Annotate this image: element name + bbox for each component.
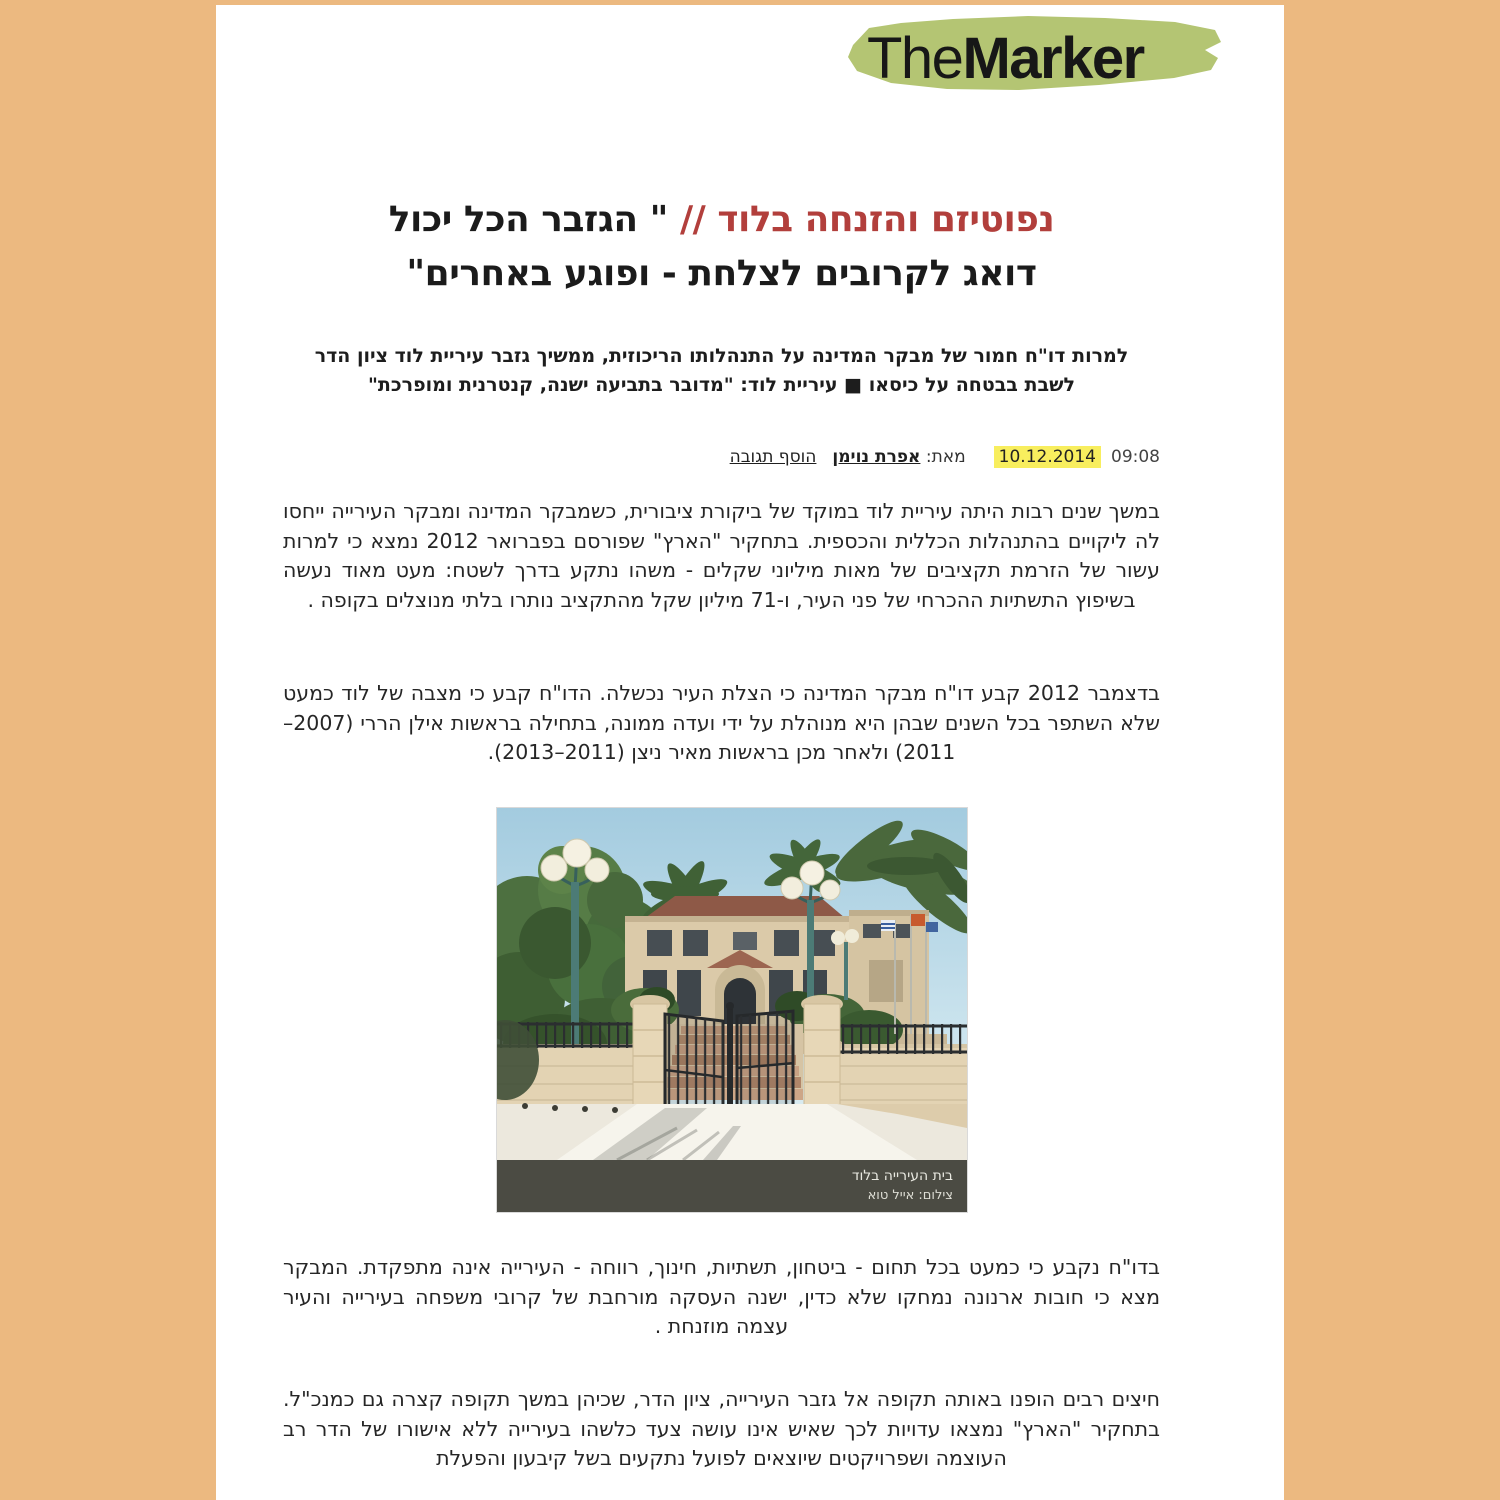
svg-text:TheMarker (867, 26, 1145, 91)
body-paragraph-4: חיצים רבים הופנו באותה תקופה אל גזבר העירייה, ציון הדר, שכיהן במשך תקופה קצרה גם כמנכ"ל. בתחקיר "הארץ" נמצאו עדויות לכך שאיש אינו עושה צעד כלשהו בעירייה ללא אישורו של הדר רב העוצמה ושפרויקטים שיוצאים לפועל נתקעים בשל קיבעון והפעלת (283, 1387, 1160, 1470)
photo-caption-title: בית העירייה בלוד (851, 1168, 953, 1184)
headline-kicker: נפוטיזם והזנחה בלוד // (679, 199, 1055, 240)
add-comment-link[interactable]: הוסף תגובה (729, 447, 817, 467)
author-block (832, 447, 965, 467)
publish-time: 09:08 (1111, 447, 1160, 467)
headline (283, 193, 1160, 301)
body-paragraph-1: במשך שנים רבות היתה עיריית לוד במוקד של ביקורת ציבורית, כשמבקר המדינה ומבקר העירייה ייחסו לה ליקויים בהתנהלות הכללית והכספית. בתחקיר "הארץ" שפורסם בפברואר 2012 נמצא כי למרות עשור של הזרמת תקציבים של מאות מיליוני שקלים - משהו נתקע בדרך לשטח: מעט מאוד נעשה בשיפוץ התשתיות ההכרחי של פני העיר, ו-71 מיליון שקל מהתקציב נותרו בלתי מנוצלים בקופה . (283, 499, 1160, 612)
by-label: מאת: (925, 447, 966, 467)
city-hall-photo-illustration (497, 808, 967, 1160)
subhead-line2: לשבת בבטחה על כיסאו ■ עיריית לוד: "מדובר בתביעה ישנה, קנטרנית ומופרכת" (368, 374, 1075, 396)
body-paragraph-3: בדו"ח נקבע כי כמעט בכל תחום - ביטחון, תשתיות, חינוך, רווחה - העירייה אינה מתפקדת. המבקר מצא כי חובות ארנונה נמחקו שלא כדין, ישנה העסקה מורחבת של קרובי משפחה בעירייה והעיר עצמה מוזנחת . (283, 1255, 1160, 1338)
author-link[interactable]: אפרת נוימן (832, 447, 921, 467)
headline-quote-start: " הגזבר הכל יכול (388, 199, 668, 240)
subheadline (283, 342, 1160, 400)
article-photo (497, 808, 967, 1212)
logo-text-marker: Marker (962, 26, 1144, 91)
body-paragraph-2: בדצמבר 2012 קבע דו"ח מבקר המדינה כי הצלת העיר נכשלה. הדו"ח קבע כי מצבה של לוד כמעט שלא השתפר בכל השנים שבהן היא מנוהלת על ידי ועדה ממונה, בתחילה בראשות אילן הררי (2007–2011) ולאחר מכן בראשות מאיר ניצן (2011–2013). (283, 681, 1160, 764)
themarker-logo (843, 13, 1225, 99)
themarker-logo-graphic (843, 13, 1225, 99)
byline (283, 446, 1160, 468)
photo-caption (497, 1160, 967, 1212)
subhead-line1: למרות דו"ח חמור של מבקר המדינה על התנהלותו הריכוזית, ממשיך גזבר עיריית לוד ציון הדר (314, 345, 1129, 367)
logo-text-the: The (867, 26, 963, 91)
publish-date-highlighted: 10.12.2014 (994, 446, 1101, 468)
article-page (216, 5, 1284, 1500)
headline-line2: דואג לקרובים לצלחת - ופוגע באחרים" (406, 253, 1037, 294)
photo-caption-credit: צילום: אייל טוא (867, 1188, 953, 1203)
